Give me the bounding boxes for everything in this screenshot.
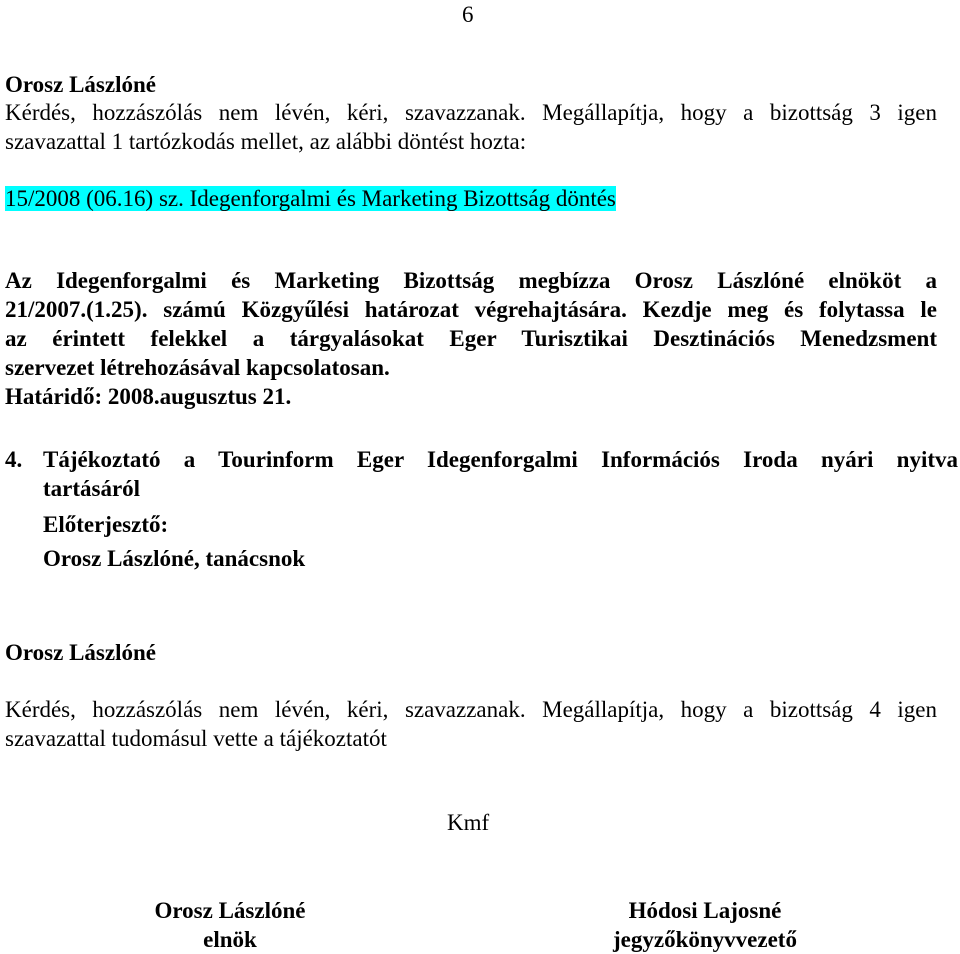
paragraph-line: Kérdés, hozzászólás nem lévén, kéri, szavazzanak. Megállapítja, hogy a bizottság 4 igen xyxy=(5,697,937,722)
signature-block xyxy=(570,896,840,954)
decision-line: 21/2007.(1.25). számú Közgyűlési határozat végrehajtására. Kezdje meg és folytassa le xyxy=(5,297,937,322)
paragraph-line: szavazattal tudomásul vette a tájékoztatót xyxy=(5,726,387,751)
agenda-title: Tájékoztató a Tourinform Eger Idegenforgalmi Információs Iroda nyári nyitva xyxy=(43,447,958,472)
decision-heading-number: 15/2008 (06.16) sz. xyxy=(5,186,184,211)
agenda-number: 4. xyxy=(5,447,23,472)
signature-name: Hódosi Lajosné xyxy=(628,898,782,923)
decision-heading xyxy=(5,186,616,212)
speaker-name: Orosz Lászlóné xyxy=(5,640,156,665)
decision-line: Az Idegenforgalmi és Marketing Bizottság megbízza Orosz Lászlóné elnököt a xyxy=(5,268,937,293)
signature-role: jegyzőkönyvvezető xyxy=(613,927,797,952)
decision-deadline: Határidő: 2008.augusztus 21. xyxy=(5,384,292,409)
page-number: 6 xyxy=(462,2,474,27)
decision-line: az érintett felekkel a tárgyalásokat Eger Turisztikai Desztinációs Menedzsment xyxy=(5,326,937,351)
decision-line: szervezet létrehozásával kapcsolatosan. xyxy=(5,355,390,380)
signature-block xyxy=(130,896,330,954)
speaker-name: Orosz Lászlóné xyxy=(5,72,156,97)
agenda-title: tartásáról xyxy=(43,476,141,501)
signature-role: elnök xyxy=(203,927,257,952)
paragraph-line: Kérdés, hozzászólás nem lévén, kéri, szavazzanak. Megállapítja, hogy a bizottság 3 igen xyxy=(5,100,937,125)
signature-name: Orosz Lászlóné xyxy=(154,898,306,923)
paragraph-line: szavazattal 1 tartózkodás mellet, az alábbi döntést hozta: xyxy=(5,129,527,154)
kmf-label: Kmf xyxy=(447,810,490,835)
presenter-label: Előterjesztő: xyxy=(43,512,169,537)
decision-heading-title: Idegenforgalmi és Marketing Bizottság döntés xyxy=(183,186,616,211)
presenter-name: Orosz Lászlóné, tanácsnok xyxy=(43,546,306,571)
